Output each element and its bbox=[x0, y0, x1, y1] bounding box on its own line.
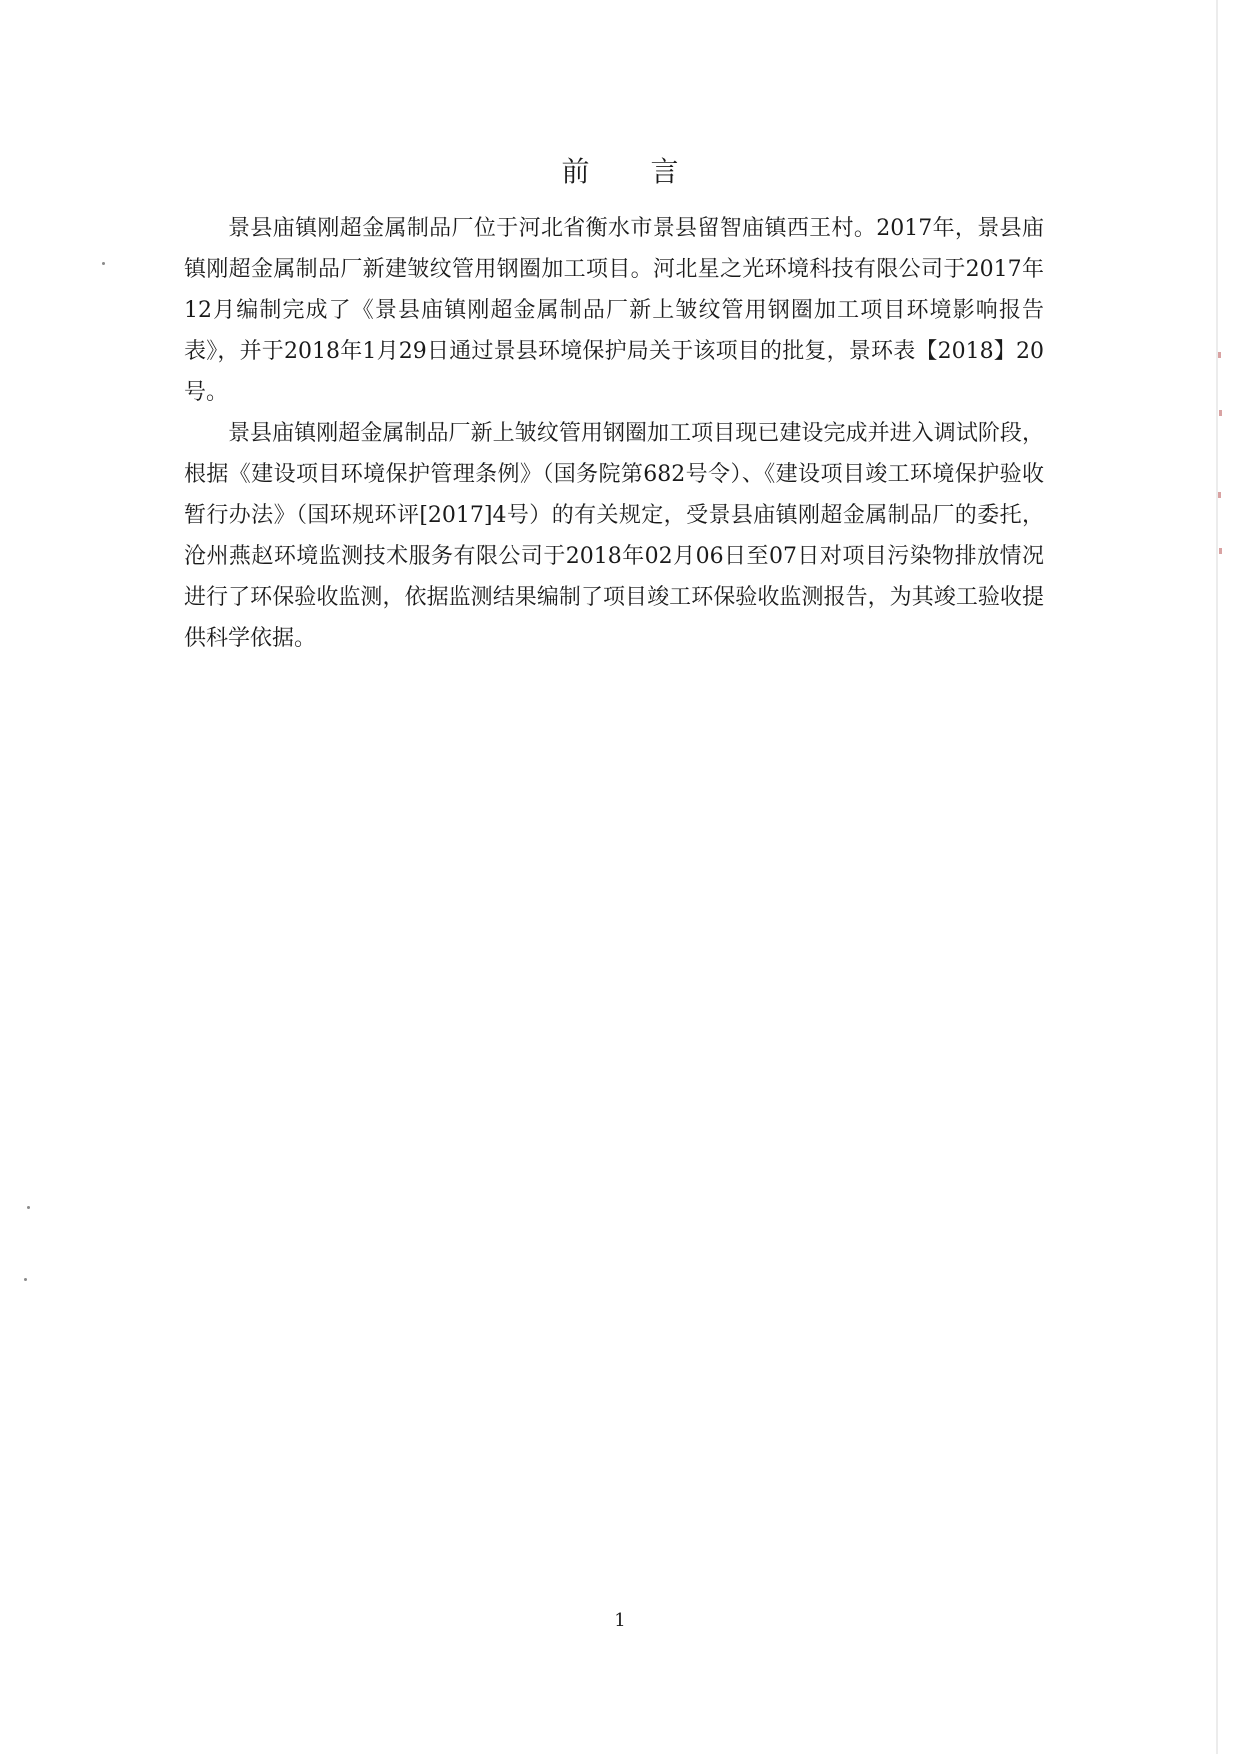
paragraph-2: 景县庙镇刚超金属制品厂新上皱纹管用钢圈加工项目现已建设完成并进入调试阶段，根据《建设项目环境保护管理条例》（国务院第682号令）、《建设项目竣工环境保护验收暂行办法》（国环规环评[2017]4号）的有关规定，受景县庙镇刚超金属制品厂的委托，沧州燕赵环境监测技术服务有限公司于2018年02月06日至07日对项目污染物排放情况进行了环保验收监测，依据监测结果编制了项目竣工环保验收监测报告，为其竣工验收提供科学依据。 bbox=[184, 421, 1044, 651]
body-text bbox=[184, 208, 1044, 659]
paragraph-1: 景县庙镇刚超金属制品厂位于河北省衡水市景县留智庙镇西王村。2017年，景县庙镇刚超金属制品厂新建皱纹管用钢圈加工项目。河北星之光环境科技有限公司于2017年12月编制完成了《景县庙镇刚超金属制品厂新上皱纹管用钢圈加工项目环境影响报告表》，并于2018年1月29日通过景县环境保护局关于该项目的批复，景环表【2018】20号。 bbox=[184, 216, 1044, 405]
scan-speck bbox=[27, 1206, 30, 1209]
scan-red-mark bbox=[1218, 352, 1221, 358]
page-number: 1 bbox=[614, 1610, 626, 1631]
scan-red-mark bbox=[1219, 410, 1222, 416]
scan-red-mark bbox=[1219, 548, 1222, 554]
scan-speck bbox=[24, 1278, 27, 1281]
scan-speck bbox=[102, 262, 105, 265]
page-title: 前 言 bbox=[561, 155, 705, 188]
scan-red-mark bbox=[1218, 492, 1221, 498]
scan-edge-line bbox=[1216, 0, 1218, 1754]
